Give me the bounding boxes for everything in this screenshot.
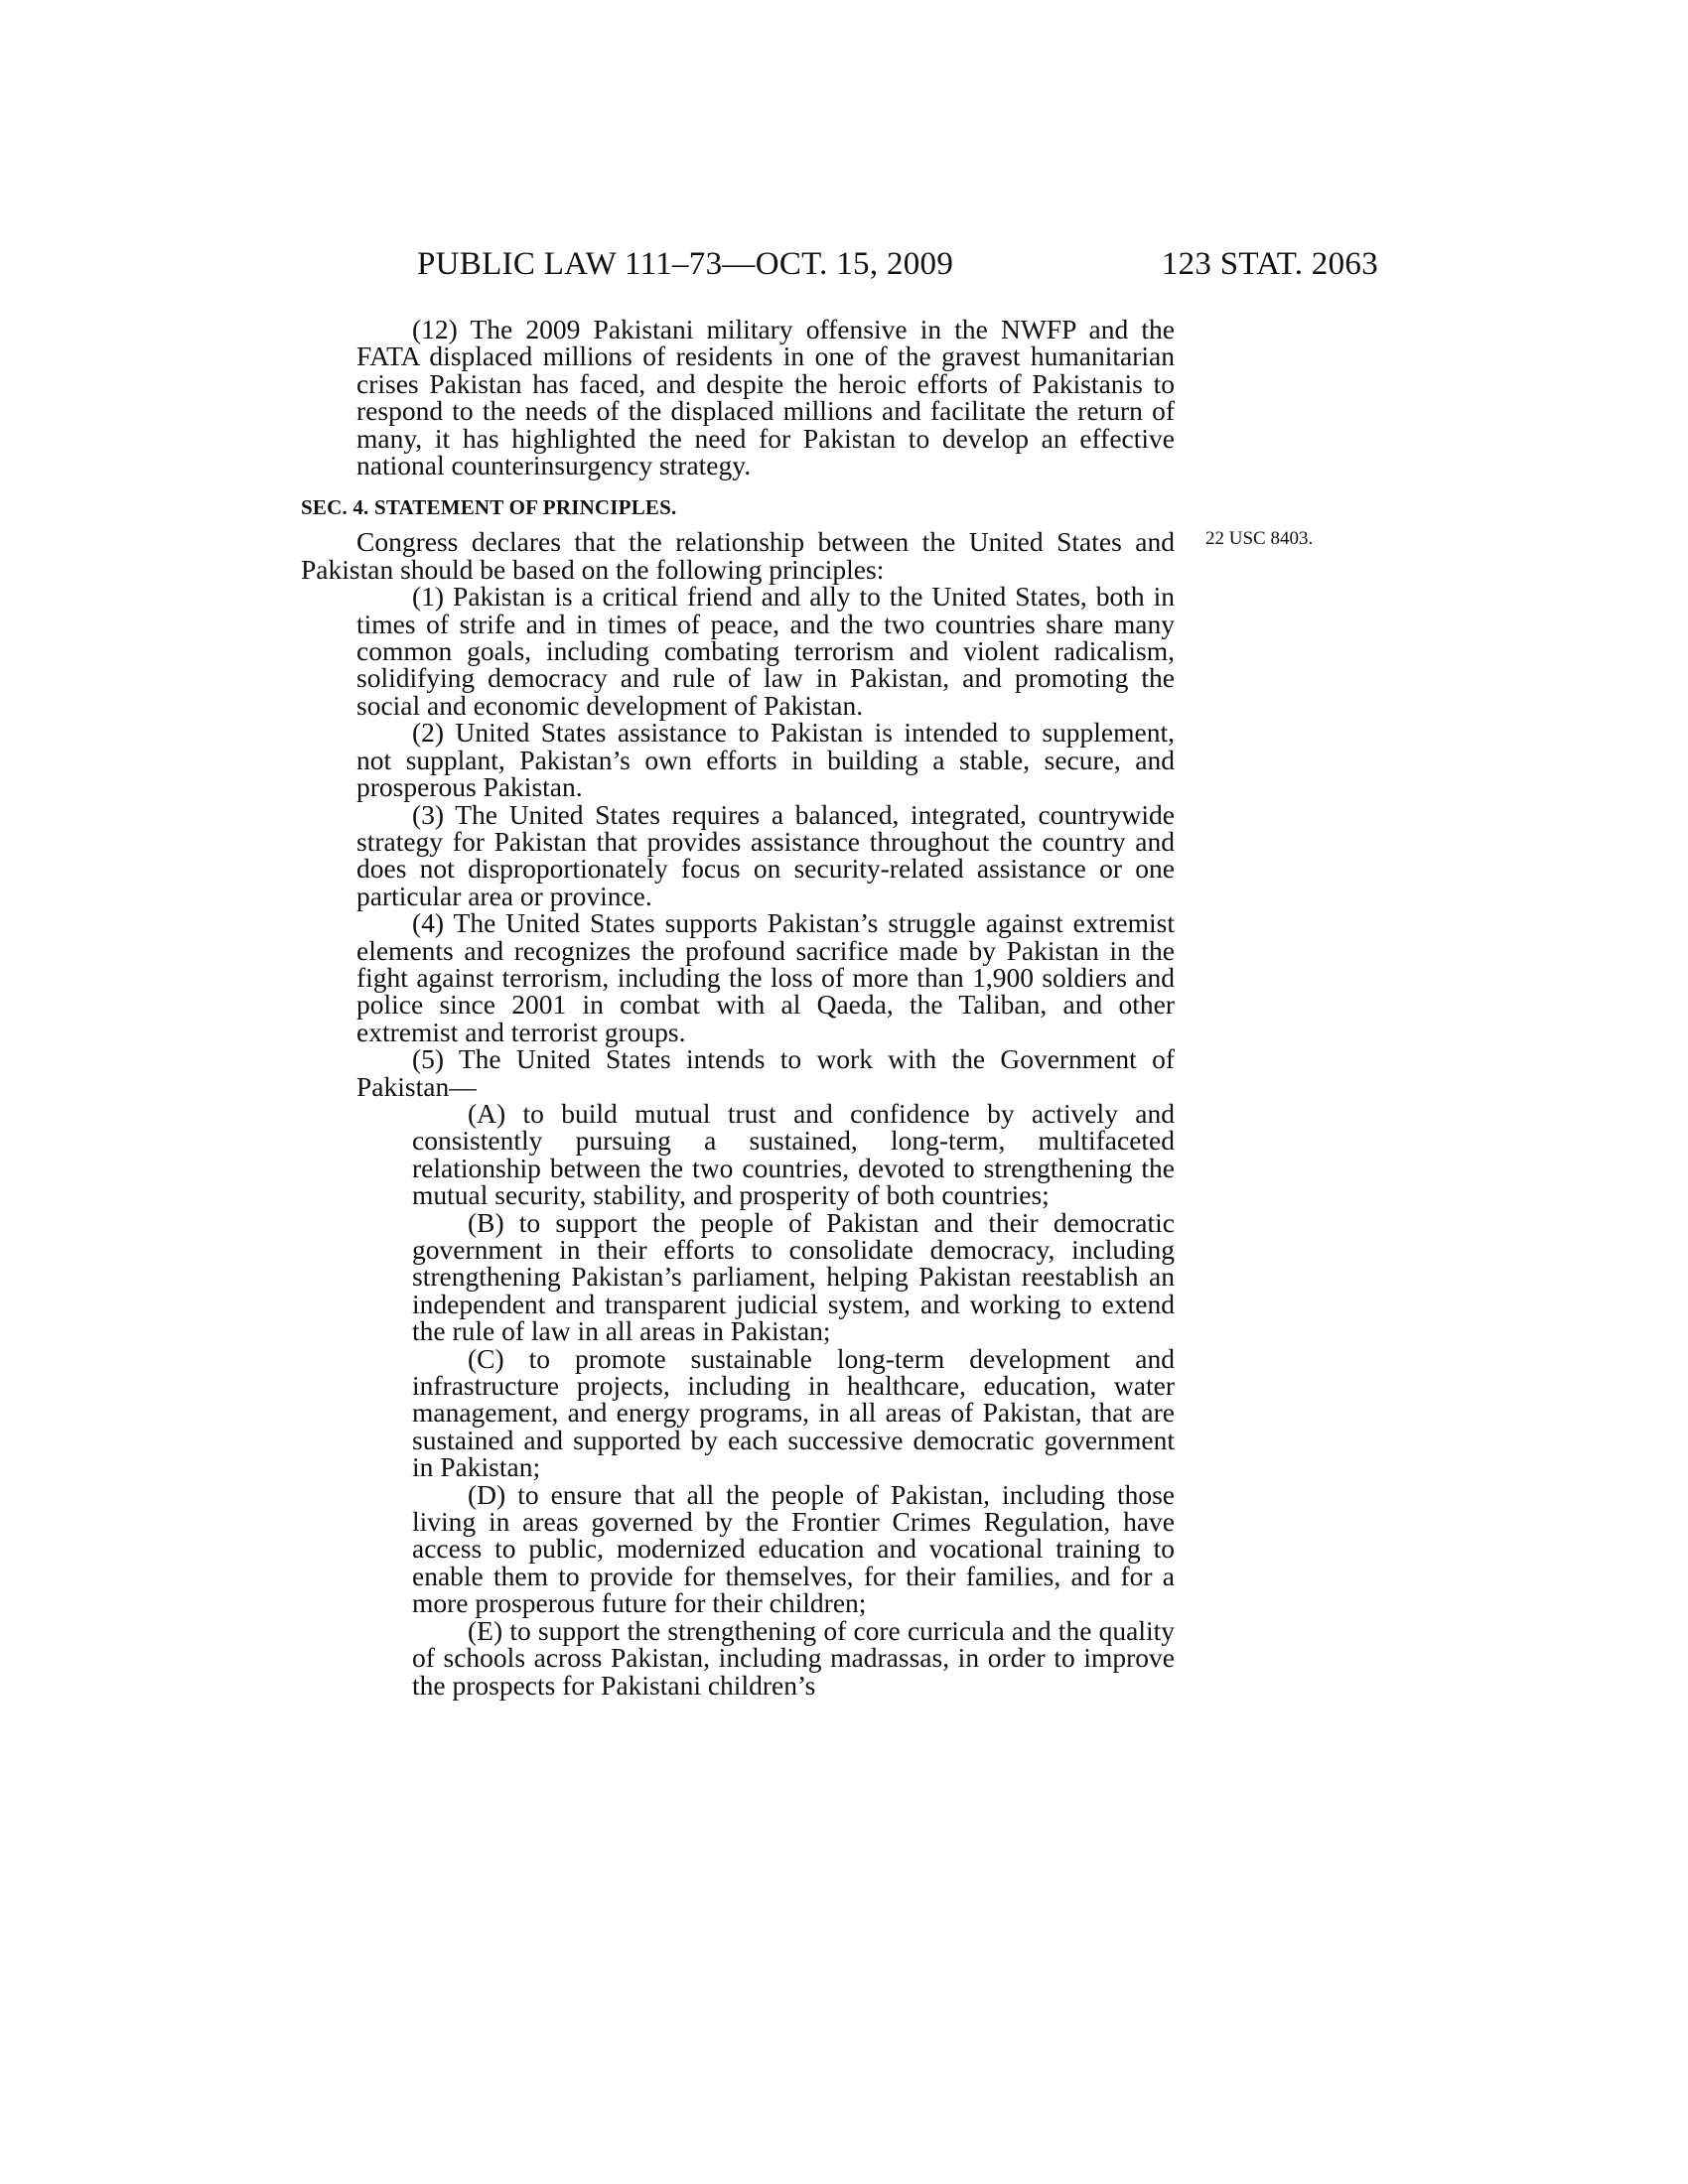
margin-citation-note: 22 USC 8403. [1205,528,1314,549]
page-header-stat-citation: 123 STAT. 2063 [1161,246,1378,282]
paragraph-12: (12) The 2009 Pakistani military offensive in the NWFP and the FATA displaced millions of residents in one of the gravest humanitarian crises Pakistan has faced, and despite the heroic efforts of Pakistanis to respond to the needs of the displaced millions and facilitate the return of many, it has highlighted the need for Pakistan to develop an effective national counterinsurgency strategy. [356,314,1175,481]
page-header-title: PUBLIC LAW 111–73—OCT. 15, 2009 [417,246,954,282]
principle-5: (5) The United States intends to work with the Government of Pakistan— [356,1043,1175,1102]
principle-4: (4) The United States supports Pakistan’s struggle against extremist elements and recognizes the profound sacrifice made by Pakistan in the fight against terrorism, including the loss of more than 1,900 soldiers and police since 2001 in combat with al Qaeda, the Taliban, and other extremist and terrorist groups. [356,907,1175,1047]
subparagraph-a: (A) to build mutual trust and confidence by actively and consistently pursuing a sustained, long-term, multifaceted relationship between the two countries, devoted to strengthening the mutual security, stability, and prosperity of both countries; [412,1097,1175,1211]
section-intro: Congress declares that the relationship between the United States and Pakistan should be based on the following principles: [301,526,1175,585]
subparagraph-b: (B) to support the people of Pakistan and their democratic government in their efforts to consolidate democracy, including strengthening Pakistan’s parliament, helping Pakistan reestablish an independent and transparent judicial system, and working to extend the rule of law in all areas in Pakistan; [412,1206,1175,1347]
principle-2: (2) United States assistance to Pakistan is intended to supplement, not supplant, Pakistan’s own efforts in building a stable, secure, and prosperous Pakistan. [356,717,1175,803]
section-heading: SEC. 4. STATEMENT OF PRINCIPLES. [301,495,677,520]
subparagraph-d: (D) to ensure that all the people of Pakistan, including those living in areas governed by the Frontier Crimes Regulation, have access to public, modernized education and vocational training to enable them to provide for themselves, for their families, and for a more prosperous future for their children; [412,1478,1175,1619]
subparagraph-e: (E) to support the strengthening of core curricula and the quality of schools across Pakistan, including madrassas, in order to improve the prospects for Pakistani children’s [412,1614,1175,1701]
document-body [301,316,1175,1699]
subparagraph-c: (C) to promote sustainable long-term development and infrastructure projects, including in healthcare, education, water management, and energy programs, in all areas of Pakistan, that are sustained and supported by each successive democratic government in Pakistan; [412,1342,1175,1483]
principle-1: (1) Pakistan is a critical friend and ally to the United States, both in times of strife and in times of peace, and the two countries share many common goals, including combating terrorism and violent radicalism, solidifying democracy and rule of law in Pakistan, and promoting the social and economic development of Pakistan. [356,581,1175,721]
principle-3: (3) The United States requires a balanced, integrated, countrywide strategy for Pakistan that provides assistance throughout the country and does not disproportionately focus on security-related assistance or one particular area or province. [356,798,1175,911]
